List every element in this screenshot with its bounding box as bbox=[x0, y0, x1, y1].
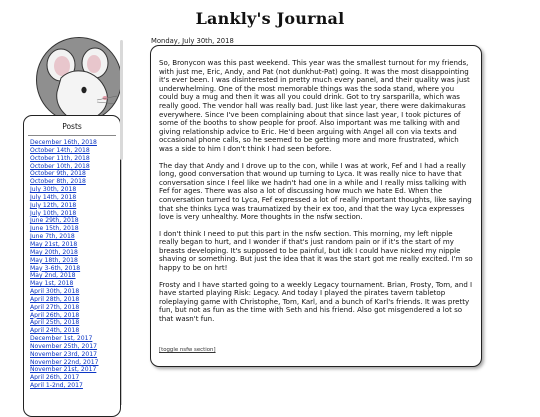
post-list-item bbox=[30, 139, 99, 147]
post-link[interactable]: November 22nd, 2017 bbox=[30, 358, 99, 366]
mouse-avatar-icon bbox=[36, 37, 122, 123]
post-link[interactable]: April 1-2nd, 2017 bbox=[30, 382, 83, 390]
post-link[interactable]: October 9th, 2018 bbox=[30, 170, 86, 178]
post-list-item bbox=[30, 351, 99, 359]
post-list-item bbox=[30, 241, 99, 249]
post-link[interactable]: April 30th, 2018 bbox=[30, 288, 80, 296]
post-link[interactable]: April 26th, 2017 bbox=[30, 374, 80, 382]
entry-paragraph: The day that Andy and I drove up to the con, while I was at work, Fef and I had a really long, good conversation that wound up turning to Lyca. It was really nice to have that conversation since I feel like we hadn't had one in a while and I really miss talking with Fef for ages. There was also a lot of discussing how much we hate Ed. When the conversation turned to Lyca, Fef expressed a lot of really important thoughts, like saying that she thinks Lyca was traumatized by their ex too, and that the way Lyca expresses love is very unhealthy. More thoughts in the nsfw section. bbox=[159, 160, 472, 222]
post-list-item bbox=[30, 233, 99, 241]
post-list-item bbox=[30, 312, 99, 320]
post-list-item bbox=[30, 335, 99, 343]
toggle-nsfw-link[interactable]: [toggle nsfw section] bbox=[159, 347, 216, 353]
post-list-item bbox=[30, 225, 99, 233]
post-link[interactable]: December 16th, 2018 bbox=[30, 139, 97, 146]
post-link[interactable]: July 12th, 2018 bbox=[30, 201, 77, 209]
post-link[interactable]: May 20th, 2018 bbox=[30, 248, 78, 256]
post-list bbox=[30, 139, 99, 390]
post-link[interactable]: June 29th, 2018 bbox=[30, 217, 79, 225]
post-list-item bbox=[30, 194, 99, 202]
post-list-item bbox=[30, 366, 99, 374]
post-list-item bbox=[30, 288, 99, 296]
post-link[interactable]: October 11th, 2018 bbox=[30, 154, 90, 162]
post-link[interactable]: May 3-6th, 2018 bbox=[30, 264, 81, 272]
post-list-item bbox=[30, 272, 99, 280]
post-link[interactable]: April 27th, 2018 bbox=[30, 303, 80, 311]
post-list-item bbox=[30, 170, 99, 178]
post-list-item bbox=[30, 296, 99, 304]
post-link[interactable]: December 1st, 2017 bbox=[30, 335, 93, 343]
post-list-item bbox=[30, 163, 99, 171]
post-link[interactable]: April 26th, 2018 bbox=[30, 311, 80, 319]
post-list-item bbox=[30, 217, 99, 225]
entry-paragraph: So, Bronycon was this past weekend. This year was the smallest turnout for my friends, with just me, Eric, Andy, and Pat (not dunkhut-Pat) going. It was the most disappointing it's ever been. I was disinterested in pretty much every panel, and their quality was just underwhelming. One of the most memorable things was the soda stand, where you could buy a mug and then it was all you could drink. Got to try sarsparilla, which was really good. The vendor hall was really bad. Just like last year, there were dakimakuras everywhere. Since I've been complaining about that since last year, I took pictures of some of the booths to show people for proof. Also important was me talking with and giving relationship advice to Eric. He'd been arguing with Angel all con via texts and occasional phone calls, so he seemed to be getting more and more frustrated, which was a side to him I don't think I had seen before. bbox=[159, 58, 470, 153]
post-list-item bbox=[30, 304, 99, 312]
entry-box bbox=[150, 45, 482, 367]
post-link[interactable]: November 25th, 2017 bbox=[30, 342, 98, 350]
post-list-item bbox=[30, 210, 99, 218]
sidebar-scrollbar-handle[interactable] bbox=[120, 40, 123, 160]
post-link[interactable]: May 21st, 2018 bbox=[30, 240, 78, 248]
post-link[interactable]: July 14th, 2018 bbox=[30, 193, 77, 201]
post-list-item bbox=[30, 327, 99, 335]
posts-heading: Posts bbox=[62, 122, 82, 131]
post-link[interactable]: October 14th, 2018 bbox=[30, 146, 90, 154]
post-list-item bbox=[30, 178, 99, 186]
post-link[interactable]: October 8th, 2018 bbox=[30, 178, 86, 186]
post-list-item bbox=[30, 257, 99, 265]
post-list-item bbox=[30, 155, 99, 163]
post-link[interactable]: June 7th, 2018 bbox=[30, 233, 75, 241]
entry-date: Monday, July 30th, 2018 bbox=[151, 37, 234, 45]
post-link[interactable]: April 25th, 2018 bbox=[30, 319, 80, 327]
post-link[interactable]: October 10th, 2018 bbox=[30, 162, 90, 170]
entry-paragraph: I don't think I need to put this part in the nsfw section. This morning, my left nipple really began to hurt, and I wonder if that's just random pain or if it's the start of my breasts developing. It's supposed to be painful, but idk I could have nicked my nipple shaving or something. But just the idea that it was the start got me really excited. I'm so happy to be on hrt! bbox=[159, 228, 473, 273]
post-link[interactable]: May 2nd, 2018 bbox=[30, 272, 76, 280]
post-link[interactable]: April 24th, 2018 bbox=[30, 327, 80, 335]
post-link[interactable]: November 21st, 2017 bbox=[30, 366, 97, 374]
post-list-item bbox=[30, 186, 99, 194]
post-list-item bbox=[30, 343, 99, 351]
posts-panel bbox=[23, 115, 121, 417]
post-list-item bbox=[30, 359, 99, 367]
post-list-item bbox=[30, 374, 99, 382]
post-link[interactable]: July 10th, 2018 bbox=[30, 209, 77, 217]
entry-body bbox=[159, 59, 473, 332]
post-link[interactable]: April 28th, 2018 bbox=[30, 295, 80, 303]
post-list-item bbox=[30, 280, 99, 288]
post-link[interactable]: June 15th, 2018 bbox=[30, 225, 79, 233]
posts-divider bbox=[28, 135, 116, 136]
post-link[interactable]: November 23rd, 2017 bbox=[30, 350, 98, 358]
entry-paragraph: Frosty and I have started going to a weekly Legacy tournament. Brian, Frosty, Tom, and I have started playing Risk: Legacy. And today I played the pirates tavern tabletop roleplaying game with Christophe, Tom, Karl, and a bunch of Karl's friends. It was pretty fun, but not as fun as the time with Seth and his friend. Also got misgendered a lot so that wasn't fun. bbox=[159, 279, 473, 324]
post-list-item bbox=[30, 265, 99, 273]
post-list-item bbox=[30, 382, 99, 390]
journal-title: Lankly's Journal bbox=[195, 9, 345, 28]
post-list-item bbox=[30, 147, 99, 155]
post-link[interactable]: May 1st, 2018 bbox=[30, 280, 74, 288]
post-list-item bbox=[30, 202, 99, 210]
post-link[interactable]: July 30th, 2018 bbox=[30, 186, 77, 194]
post-link[interactable]: May 18th, 2018 bbox=[30, 256, 78, 264]
post-list-item bbox=[30, 249, 99, 257]
post-list-item bbox=[30, 319, 99, 327]
